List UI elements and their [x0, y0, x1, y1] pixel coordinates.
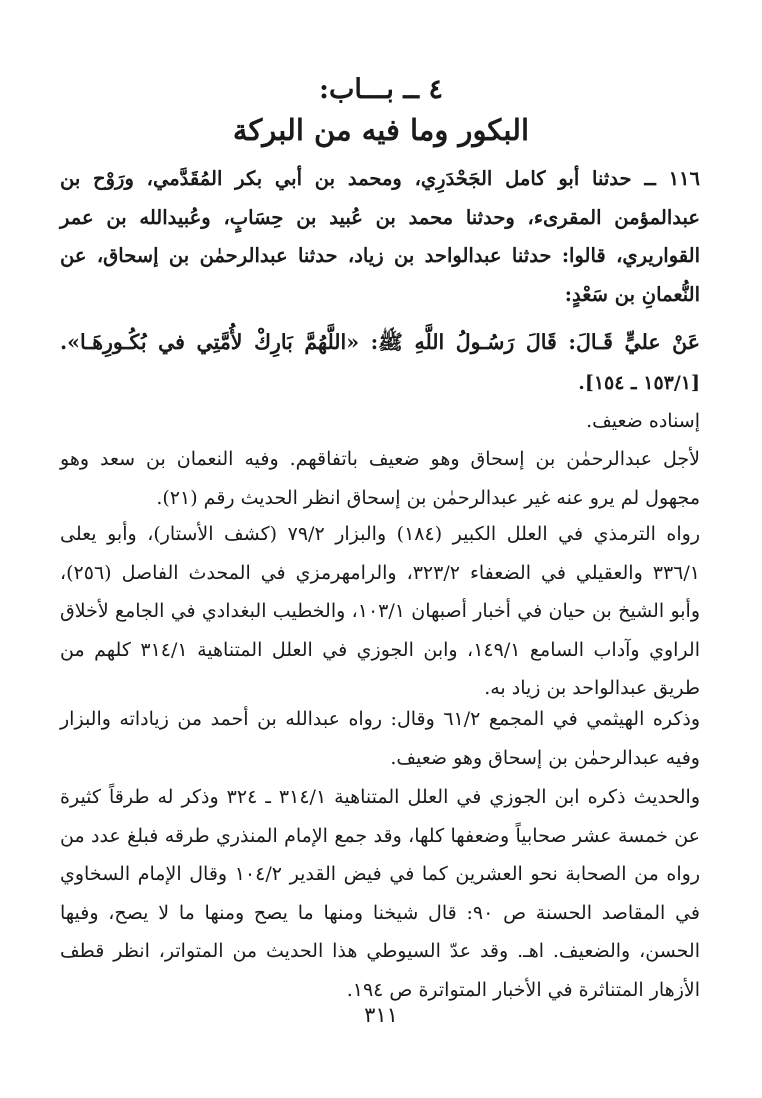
weakness-reason: لأجل عبدالرحمٰن بن إسحاق وهو ضعيف باتفاقهم. وفيه النعمان بن سعد وهو مجهول لم يرو عنه غير عبدالرحمٰن بن إسحاق انظر الحديث رقم (٢١).: [60, 448, 700, 509]
hadith-matn-block: [60, 322, 700, 403]
page-number: ٣١١: [364, 1003, 398, 1027]
isnad-grade: إسناده ضعيف.: [586, 410, 700, 432]
hadith-matn: عَنْ عليٍّ قَـالَ: قَالَ رَسُـولُ اللَّهِ ﷺ: «اللَّهُمَّ بَارِكْ لأُمَّتِي في بُكُـورِهَـا».: [60, 330, 700, 354]
hadith-reference: [١٥٣/١ ـ ١٥٤].: [578, 372, 700, 394]
chapter-title: البكور وما فيه من البركة: [232, 113, 530, 147]
chapter-number: ٤ ــ بـــاب:: [319, 74, 443, 105]
haythami-paragraph: وذكره الهيثمي في المجمع ٦١/٢ وقال: رواه عبدالله بن أحمد من زياداته والبزار وفيه عبدالرحمٰن بن إسحاق وهو ضعيف.: [60, 708, 700, 769]
ibn-jawzi-paragraph: والحديث ذكره ابن الجوزي في العلل المتناهية ٣١٤/١ ـ ٣٢٤ وذكر له طرقاً كثيرة عن خمسة عشر صحابياً وضعفها كلها، وقد جمع الإمام المنذري طرقه فبلغ عدد من رواه من الصحابة نحو العشرين كما في فيض القدير ١٠٤/٢ وقال الإمام السخاوي في المقاصد الحسنة ص ٩٠: قال شيخنا ومنها ما يصح ومنها ما لا يصح، وفيها الحسن، والضعيف. اهـ. وقد عدّ السيوطي هذا الحديث من المتواتر، انظر قطف الأزهار المتناثرة في الأخبار المتواترة ص ١٩٤.: [60, 786, 701, 1001]
takhrij-paragraph: رواه الترمذي في العلل الكبير (١٨٤) والبزار ٧٩/٢ (كشف الأستار)، وأبو يعلى ٣٣٦/١ والعقيلي في الضعفاء ٣٢٣/٢، والرامهرمزي في المحدث الفاصل (٢٥٦)، وأبو الشيخ بن حيان في أخبار أصبهان ١٠٣/١، والخطيب البغدادي في الجامع لأخلاق الراوي وآداب السامع ١٤٩/١، وابن الجوزي في العلل المتناهية ٣١٤/١ كلهم من طريق عبدالواحد بن زياد به.: [60, 523, 701, 699]
hadith-isnad: ١١٦ ــ حدثنا أبو كامل الجَحْدَرِي، ومحمد بن أبي بكر المُقَدَّمي، ورَوْح بن عبدالمؤمن المقرىء، وحدثنا محمد بن عُبيد بن حِسَابٍ، وعُبيدالله بن عمر القواريري، قالوا: حدثنا عبدالواحد بن زياد، حدثنا عبدالرحمٰن بن إسحاق، عن النُّعمانِ بن سَعْدٍ:: [60, 167, 700, 306]
